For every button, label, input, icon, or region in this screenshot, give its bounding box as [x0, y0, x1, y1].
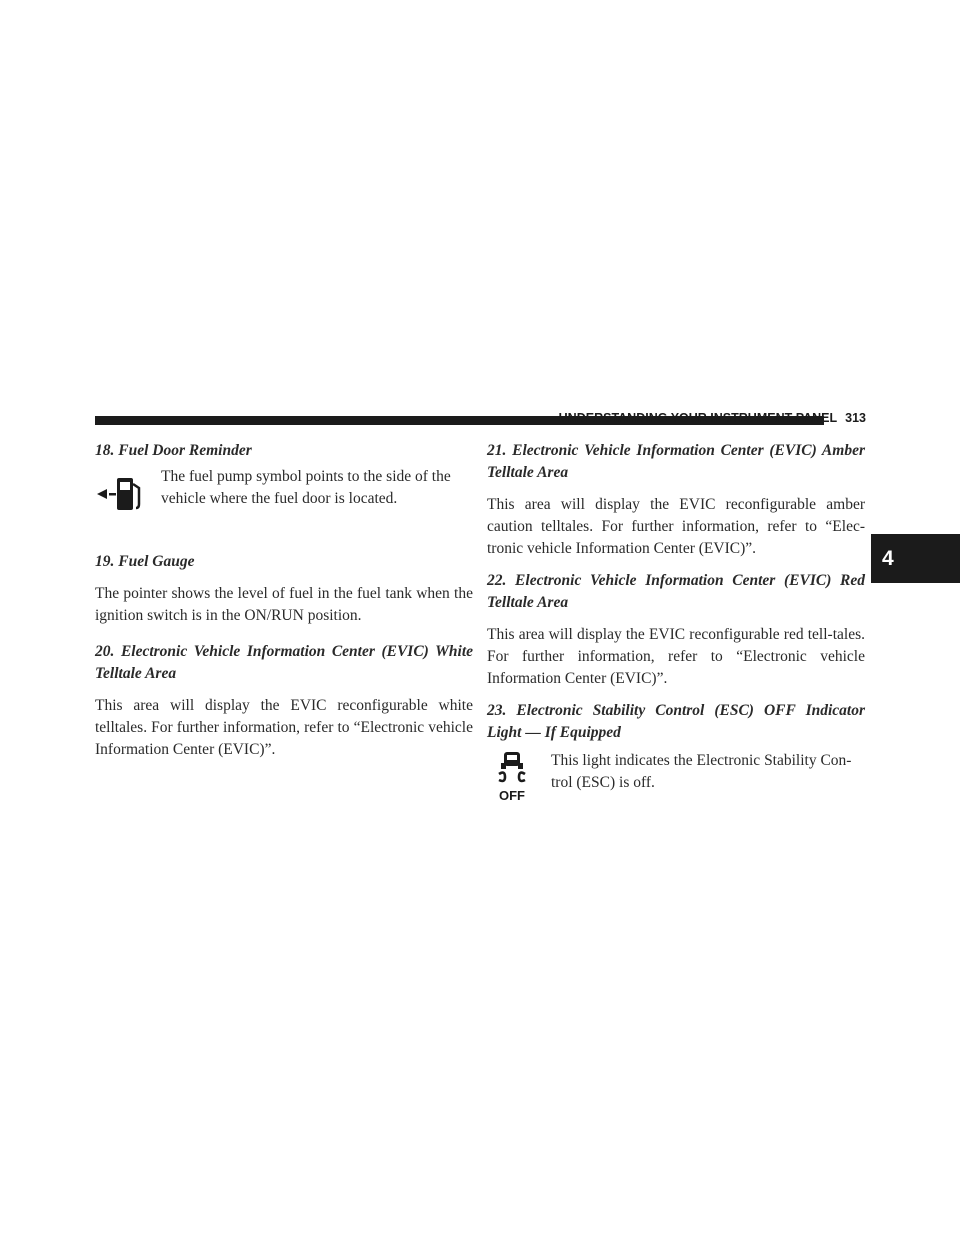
section-body: This area will display the EVIC reconfigurable amber caution telltales. For further information, refer to “Elec-tronic vehicle Information Center (EVIC)”.	[487, 496, 865, 557]
esc-off-icon	[487, 750, 551, 813]
esc-off-item	[487, 750, 865, 813]
section-body: This area will display the EVIC reconfigurable red tell-tales. For further information, refer to “Electronic vehicle Information Center (EVIC)”.	[487, 626, 865, 687]
section-heading: 21. Electronic Vehicle Information Center (EVIC) Amber Telltale Area	[487, 442, 865, 481]
section-heading: 23. Electronic Stability Control (ESC) OFF Indicator Light — If Equipped	[487, 702, 865, 741]
left-column	[95, 440, 473, 761]
page-number: 313	[845, 411, 866, 425]
section-body: This area will display the EVIC reconfigurable white telltales. For further information, refer to “Electronic vehicle Information Center (EVIC)”.	[95, 697, 473, 758]
section-title: UNDERSTANDING YOUR INSTRUMENT PANEL	[558, 411, 838, 425]
section-body: This light indicates the Electronic Stability Con-trol (ESC) is off.	[551, 752, 852, 791]
fuel-pump-icon	[95, 466, 161, 523]
section-body: The pointer shows the level of fuel in the fuel tank when the ignition switch is in the ON/RUN position.	[95, 585, 473, 624]
fuel-door-item	[95, 466, 473, 523]
running-header	[559, 411, 866, 425]
esc-off-icon-text: OFF	[499, 788, 525, 803]
section-heading: 20. Electronic Vehicle Information Center (EVIC) White Telltale Area	[95, 643, 473, 682]
chapter-tab: 4	[871, 534, 960, 583]
right-column	[487, 440, 865, 813]
section-heading: 19. Fuel Gauge	[95, 553, 195, 570]
section-body: The fuel pump symbol points to the side of the vehicle where the fuel door is located.	[161, 468, 451, 507]
section-heading: 22. Electronic Vehicle Information Center (EVIC) Red Telltale Area	[487, 572, 865, 611]
section-heading: 18. Fuel Door Reminder	[95, 442, 252, 459]
